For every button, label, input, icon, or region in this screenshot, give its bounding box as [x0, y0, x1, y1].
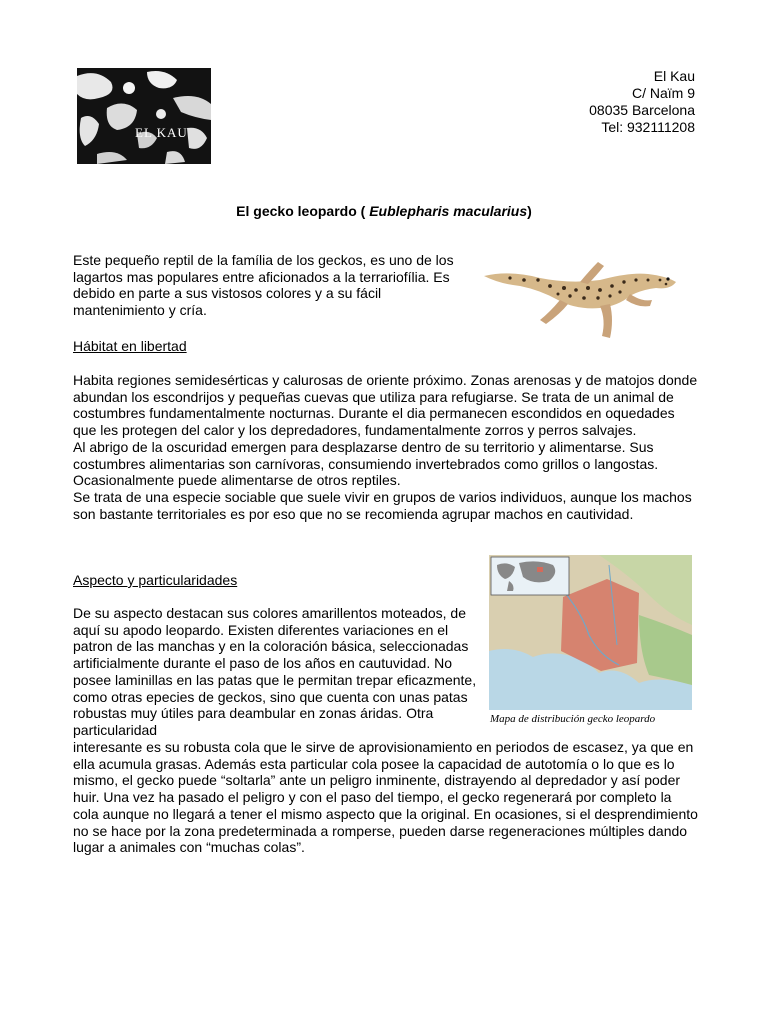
aspect-paragraph-1: De su aspecto destacan sus colores amarillentos moteados, de aquí su apodo leopardo. Existen diferentes variaciones en el patron de las manchas y en la coloración básica, seleccionadas artificialmente durante el paso de los años en cautuvidad. No posee laminillas en las patas que le permitan trepar eficazmente, como otras epecies de geckos, sino que cuenta con unas patas robustas muy útiles para deambular en zonas áridas. Otra particularidad [73, 605, 477, 738]
el-kau-logo [77, 68, 211, 164]
habitat-section [73, 372, 698, 522]
habitat-paragraph-1: Habita regiones semidesérticas y calurosas de oriente próximo. Zonas arenosas y de matojos donde abundan los escondrijos y pequeñas cuevas que utiliza para refugiarse. Se trata de un animal de costumbres fundamentalmente nocturnas. Durante el dia permanecen escondidos en oquedades que les protegen del calor y los depredadores, fundamentalmente zorros y perros salvajes. [73, 372, 698, 439]
habitat-paragraph-3: Se trata de una especie sociable que suele vivir en grupos de varios individuos, aunque los machos son bastante territoriales es por eso que no se recomienda agrupar machos en cautividad. [73, 488, 692, 522]
title-suffix: ) [527, 203, 532, 219]
address-street: C/ Naïm 9 [631, 85, 695, 101]
map-caption: Mapa de distribución gecko leopardo [490, 713, 656, 725]
distribution-map [489, 555, 692, 710]
address-block [589, 68, 695, 136]
address-city: 08035 Barcelona [589, 102, 695, 118]
title-prefix: El gecko leopardo ( [236, 203, 366, 219]
logo-text: EL KAU [135, 125, 188, 140]
aspect-paragraph-2: interesante es su robusta cola que le sirve de aprovisionamiento en periodos de escasez, ya que en ella acumula grasas. Además esta particular cola posee la capacidad de autotomía o lo que es lo mismo, el gecko puede “soltarla” ante un peligro inminente, distrayendo al depredador y así poder huir. Una vez ha pasado el peligro y con el paso del tiempo, el gecko regenerará por completo la cola aunque no llegará a tener el mismo aspecto que la original. En ocasiones, si el desprendimiento no se hace por la zona predeterminada a romperse, pueden darse regeneraciones múltiples dando lugar a animales con “muchas colas”. [73, 739, 698, 856]
title-scientific-name: Eublepharis macularius [369, 203, 528, 219]
habitat-paragraph-2: Al abrigo de la oscuridad emergen para desplazarse dentro de su territorio y alimentarse. Sus costumbres alimentarias son carnívoras, consumiendo invertebrados como grillos o langostas. Ocasionalmente puede alimentarse de otros reptiles. [73, 438, 659, 489]
habitat-heading: Hábitat en libertad [73, 338, 187, 354]
address-phone: Tel: 932111208 [601, 119, 695, 135]
address-name: El Kau [653, 68, 695, 84]
document-title [0, 203, 768, 219]
intro-paragraph: Este pequeño reptil de la família de los geckos, es uno de los lagartos mas populares entre aficionados a la terrariofília. Es debido en parte a sus vistosos colores y a su fácil mantenimiento y cría. [73, 252, 454, 319]
aspect-heading: Aspecto y particularidades [73, 572, 238, 588]
gecko-photo [480, 250, 690, 350]
